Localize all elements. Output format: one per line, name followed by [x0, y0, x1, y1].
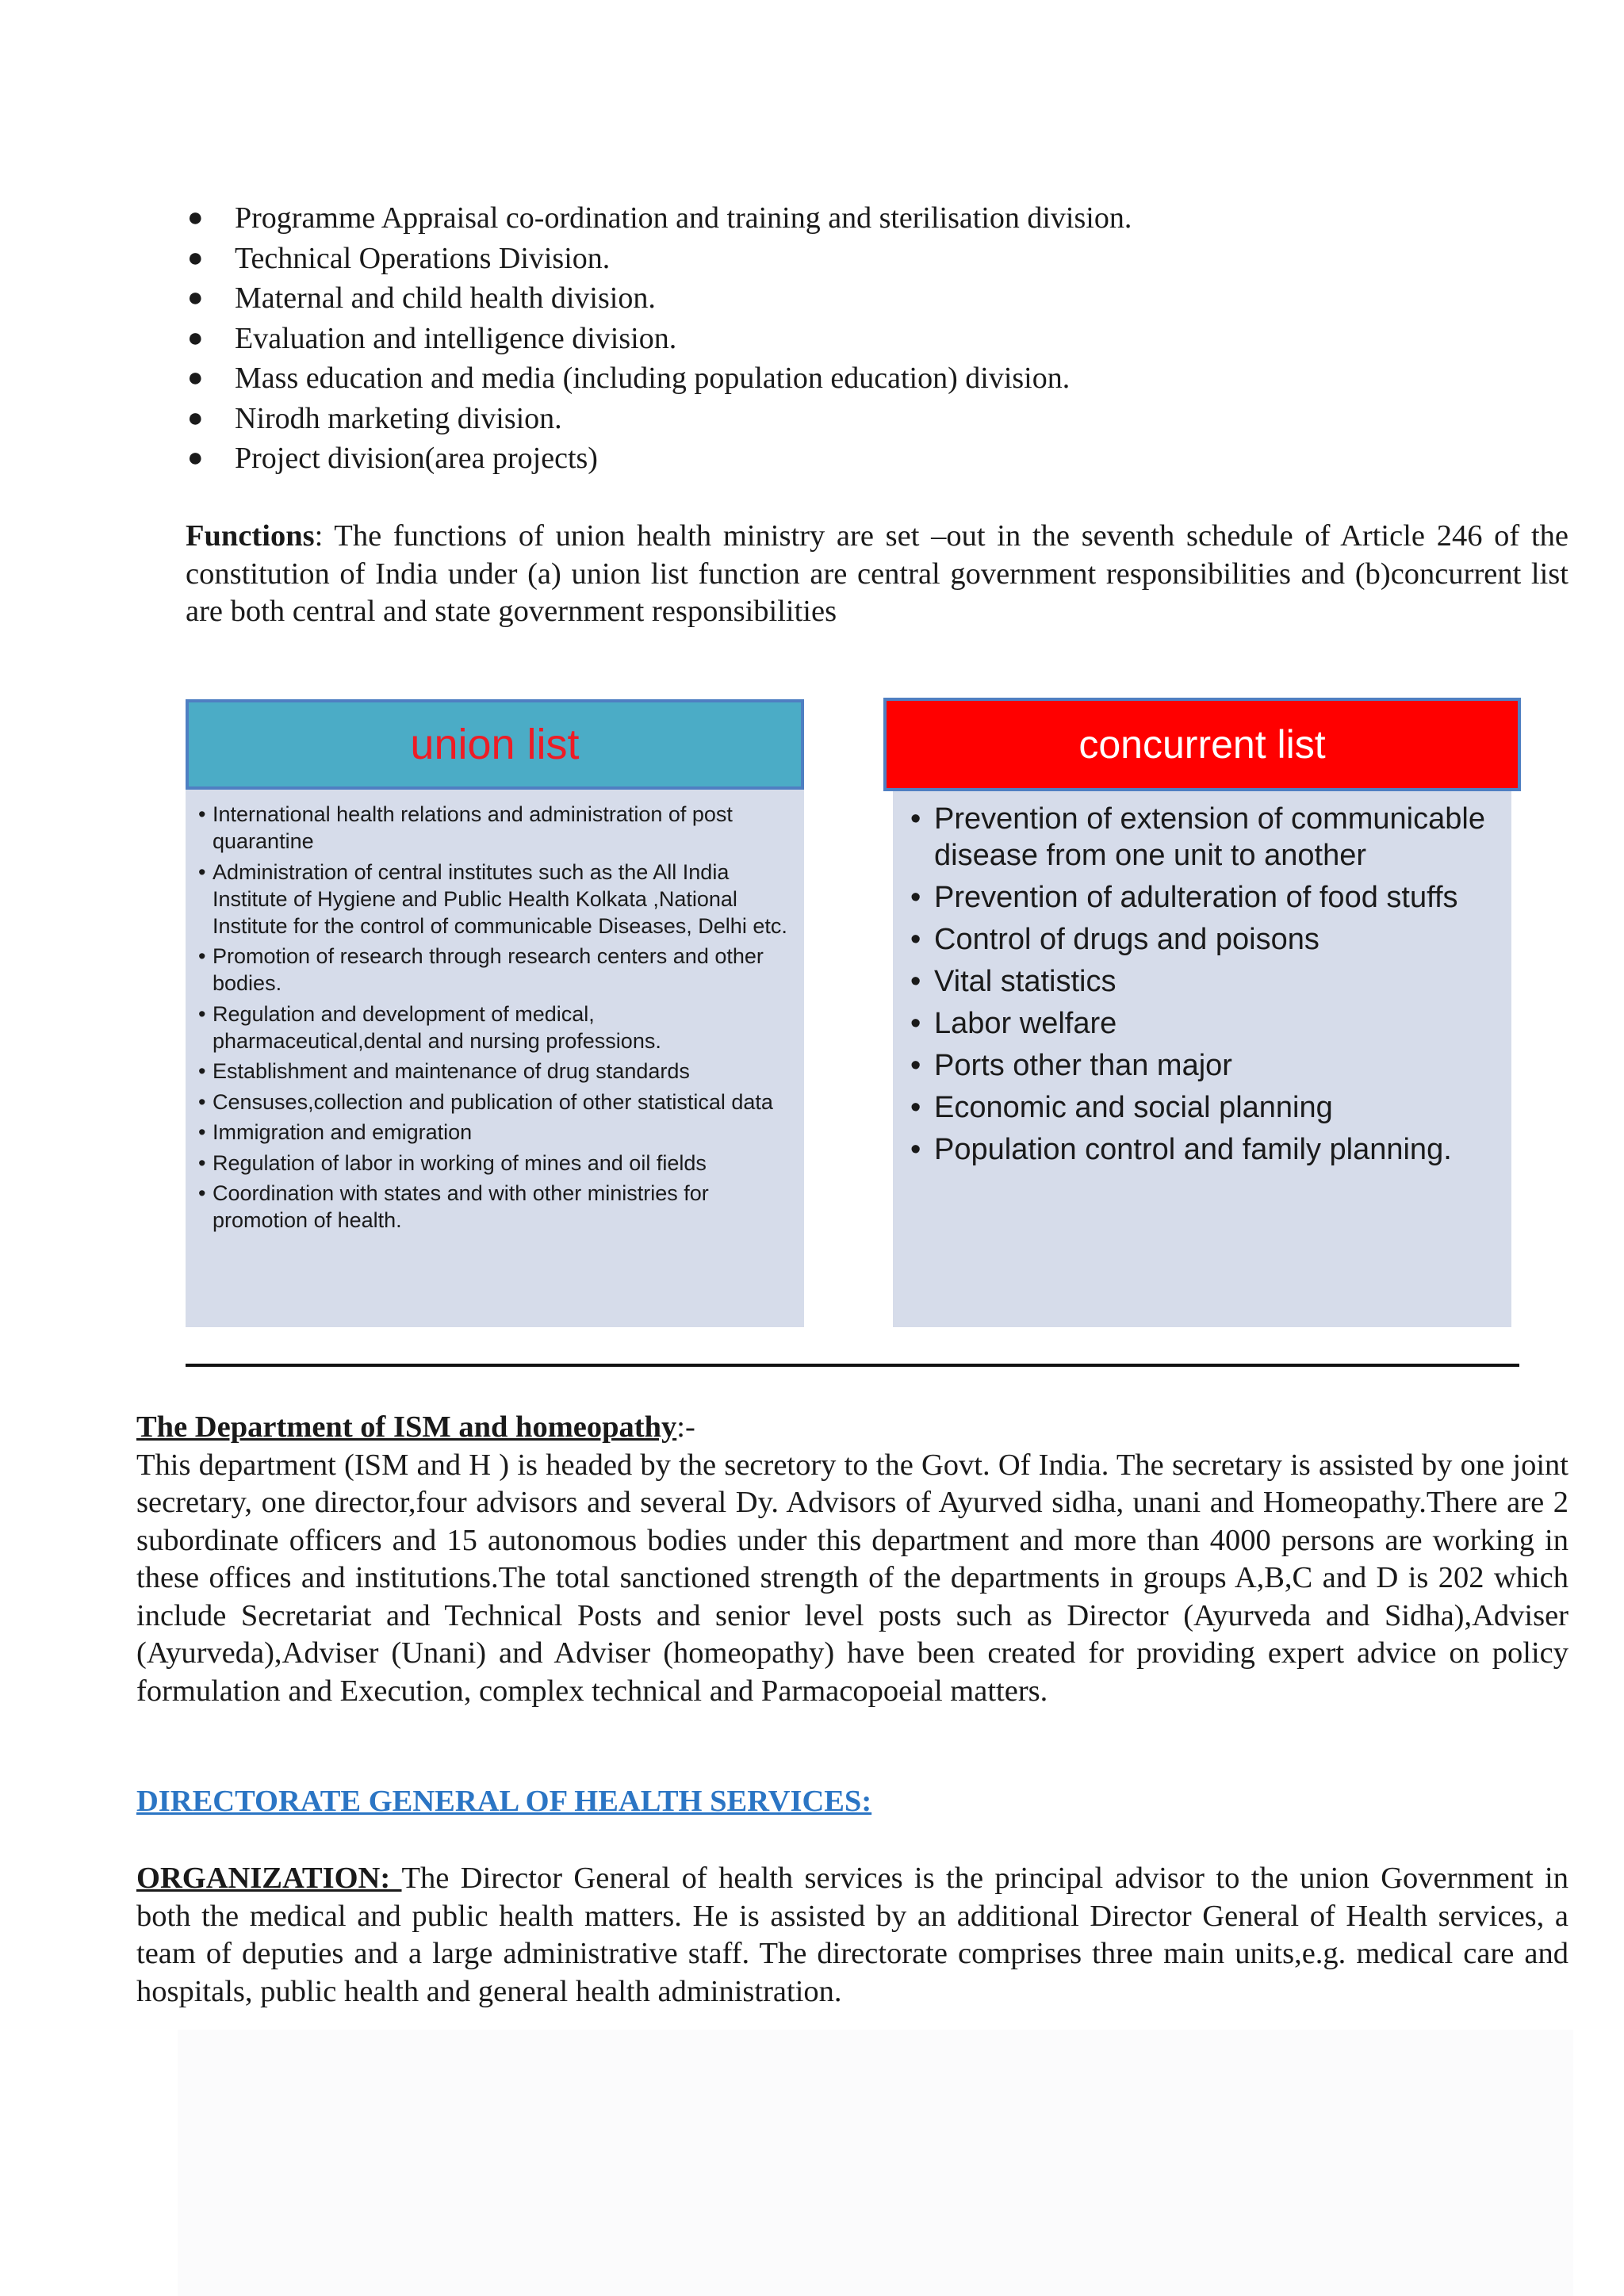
list-item: • Administration of central institutes such as the All India Institute of Hygiene and Public Health Kolkata ,National Institute for the control of communicable Diseases, Delhi etc. — [198, 859, 787, 938]
list-item: ● Nirodh marketing division. — [184, 399, 1572, 439]
organization-text: The Director General of health services is the principal advisor to the union Government in both the medical and public health matters. He is assisted by an additional Director General of Health services, a team of deputies and a large administrative staff. The directorate comprises three main units,e.g. medical care and hospitals, public health and general health administration. — [136, 1862, 1568, 2008]
list-item: • Regulation of labor in working of mines and oil fields — [198, 1150, 707, 1175]
bullet-icon: • — [198, 802, 206, 826]
bullet-icon: ● — [187, 283, 204, 312]
bullet-icon: ● — [187, 363, 204, 392]
list-item: • Population control and family planning. — [910, 1133, 1452, 1166]
bullet-icon: • — [198, 859, 206, 884]
bullet-icon: • — [910, 1007, 921, 1040]
bullet-icon: • — [198, 1089, 206, 1114]
bullet-icon: • — [910, 1133, 921, 1166]
bullet-icon: • — [198, 1120, 206, 1144]
ism-heading-suffix: :- — [676, 1410, 695, 1444]
bullet-icon: ● — [187, 203, 204, 232]
list-item: • Labor welfare — [910, 1007, 1117, 1040]
list-item: • Promotion of research through research centers and other bodies. — [198, 944, 764, 995]
list-item: ● Maternal and child health division. — [184, 278, 1572, 319]
bullet-icon: • — [910, 1049, 921, 1082]
bullet-icon: ● — [187, 443, 204, 473]
organization-paragraph — [136, 1860, 1568, 2011]
bullet-icon: ● — [187, 323, 204, 353]
organization-label: ORGANIZATION: — [136, 1862, 402, 1895]
list-item: • Economic and social planning — [910, 1091, 1333, 1124]
page-bottom-shade — [178, 2030, 1573, 2296]
bullet-icon: • — [910, 802, 921, 836]
list-item: ● Programme Appraisal co-ordination and training and sterilisation division. — [184, 198, 1572, 239]
list-item: ● Project division(area projects) — [184, 438, 1572, 479]
list-item: ● Technical Operations Division. — [184, 239, 1572, 279]
section-divider — [186, 1364, 1519, 1367]
list-item: • Censuses,collection and publication of other statistical data — [198, 1089, 773, 1114]
bullet-icon: • — [198, 1001, 206, 1026]
list-item: • Immigration and emigration — [198, 1120, 473, 1144]
concurrent-list-items — [910, 801, 1497, 1173]
list-item: • Ports other than major — [910, 1049, 1232, 1082]
list-item: • Prevention of adulteration of food stuffs — [910, 881, 1458, 914]
bullet-icon: • — [198, 1181, 206, 1205]
list-item: • Coordination with states and with other ministries for promotion of health. — [198, 1181, 709, 1232]
list-item: • Control of drugs and poisons — [910, 923, 1320, 956]
dghs-heading: DIRECTORATE GENERAL OF HEALTH SERVICES: — [136, 1785, 872, 1818]
bullet-icon: • — [198, 1059, 206, 1083]
division-list — [184, 198, 1572, 479]
bullet-icon: ● — [187, 403, 204, 433]
ism-heading: The Department of ISM and homeopathy — [136, 1410, 677, 1444]
list-item: • Establishment and maintenance of drug standards — [198, 1059, 690, 1083]
list-item: • Regulation and development of medical, pharmaceutical,dental and nursing professions. — [198, 1001, 661, 1053]
bullet-icon: • — [910, 1091, 921, 1124]
functions-paragraph — [186, 518, 1568, 631]
bullet-icon: • — [910, 881, 921, 914]
bullet-icon: • — [910, 965, 921, 998]
functions-label: Functions — [186, 519, 315, 553]
bullet-icon: • — [910, 923, 921, 956]
list-item: ● Evaluation and intelligence division. — [184, 319, 1572, 359]
concurrent-list-title: concurrent list — [883, 698, 1521, 791]
list-item: • International health relations and administration of post quarantine — [198, 802, 733, 853]
list-item: ● Mass education and media (including population education) division. — [184, 358, 1572, 399]
bullet-icon: • — [198, 944, 206, 968]
list-item: • Vital statistics — [910, 965, 1116, 998]
ism-text: This department (ISM and H ) is headed by the secretory to the Govt. Of India. The secretary is assisted by one joint secretary, one director,four advisors and several Dy. Advisors of Ayurved sidha, unani and Homeopathy.There are 2 subordinate officers and 15 autonomous bodies under this department and more than 4000 persons are working in these offices and institutions.The total sanctioned strength of the departments in groups A,B,C and D is 202 which include Secretariat and Technical Posts and senior level posts such as Director (Ayurveda and Sidha),Adviser (Ayurveda),Adviser (Unani) and Adviser (homeopathy) have been created for providing expert advice on policy formulation and Execution, complex technical and Parmacopoeial matters. — [136, 1448, 1568, 1708]
list-item: • Prevention of extension of communicable disease from one unit to another — [910, 802, 1485, 872]
union-list-title: union list — [186, 699, 804, 790]
union-list-items — [198, 801, 795, 1238]
functions-text: : The functions of union health ministry are set –out in the seventh schedule of Article 246 of the constitution of India under (a) union list function are central government responsibilities and (b)concurrent list are both central and state government responsibilities — [186, 519, 1568, 628]
bullet-icon: • — [198, 1150, 206, 1175]
bullet-icon: ● — [187, 243, 204, 273]
ism-section-paragraph — [136, 1409, 1568, 1710]
